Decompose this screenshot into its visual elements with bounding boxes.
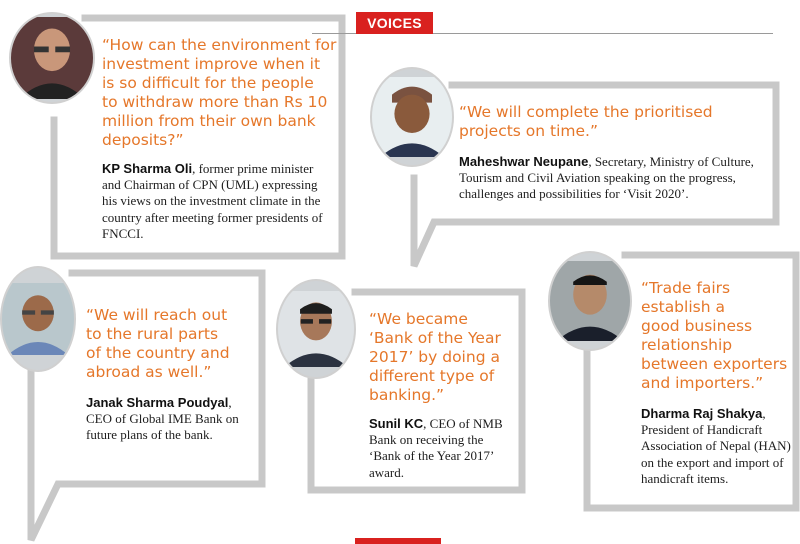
- portrait-icon: [550, 253, 630, 349]
- portrait-icon: [11, 14, 93, 102]
- speaker-name-poudyal: Janak Sharma Poudyal: [86, 395, 229, 410]
- attribution-poudyal: [86, 395, 254, 444]
- quote-shakya: “Trade fairs establish a good business relationship between exporters and importers.”: [641, 279, 788, 392]
- avatar-neupane: [370, 67, 454, 167]
- footer-accent-bar: [355, 538, 441, 544]
- speaker-name-oli: KP Sharma Oli: [102, 161, 193, 176]
- avatar-sunil-kc: [276, 279, 356, 379]
- speaker-desc-poudyal: , CEO of Global IME Bank on future plans of the bank.: [86, 395, 239, 443]
- attribution-sunil-kc: [369, 416, 515, 481]
- quote-sunil-kc: “We became ‘Bank of the Year 2017’ by doing a different type of banking.”: [369, 310, 501, 404]
- section-tag: VOICES: [356, 12, 433, 34]
- quote-oli: “How can the environment for investment improve when it is so difficult for the people to withdraw more than Rs 10 million from their own bank deposits?”: [102, 36, 337, 149]
- portrait-icon: [2, 268, 74, 370]
- avatar-oli: [9, 12, 95, 104]
- quote-poudyal: “We will reach out to the rural parts of the country and abroad as well.”: [86, 306, 230, 381]
- speaker-desc-shakya: , President of Handicraft Association of Nepal (HAN) on the export and import of handicraft items.: [641, 406, 791, 486]
- speaker-name-shakya: Dharma Raj Shakya: [641, 406, 763, 421]
- speaker-desc-sunil-kc: , CEO of NMB Bank on receiving the ‘Bank of the Year 2017’ award.: [369, 416, 503, 480]
- avatar-poudyal: [0, 266, 76, 372]
- attribution-oli: [102, 161, 334, 242]
- speaker-name-neupane: Maheshwar Neupane: [459, 154, 589, 169]
- attribution-shakya: [641, 406, 791, 487]
- attribution-neupane: [459, 154, 765, 203]
- portrait-icon: [372, 69, 452, 165]
- quote-neupane: “We will complete the prioritised projects on time.”: [459, 103, 713, 140]
- avatar-shakya: [548, 251, 632, 351]
- speaker-desc-neupane: , Secretary, Ministry of Culture, Tourism and Civil Aviation speaking on the progress, challenges and possibilities for ‘Visit 2020’.: [459, 154, 754, 202]
- portrait-icon: [278, 281, 354, 377]
- speaker-name-sunil-kc: Sunil KC: [369, 416, 424, 431]
- speaker-desc-oli: , former prime minister and Chairman of CPN (UML) expressing his views on the investment climate in the country after meeting former presidents of FNCCI.: [102, 161, 323, 241]
